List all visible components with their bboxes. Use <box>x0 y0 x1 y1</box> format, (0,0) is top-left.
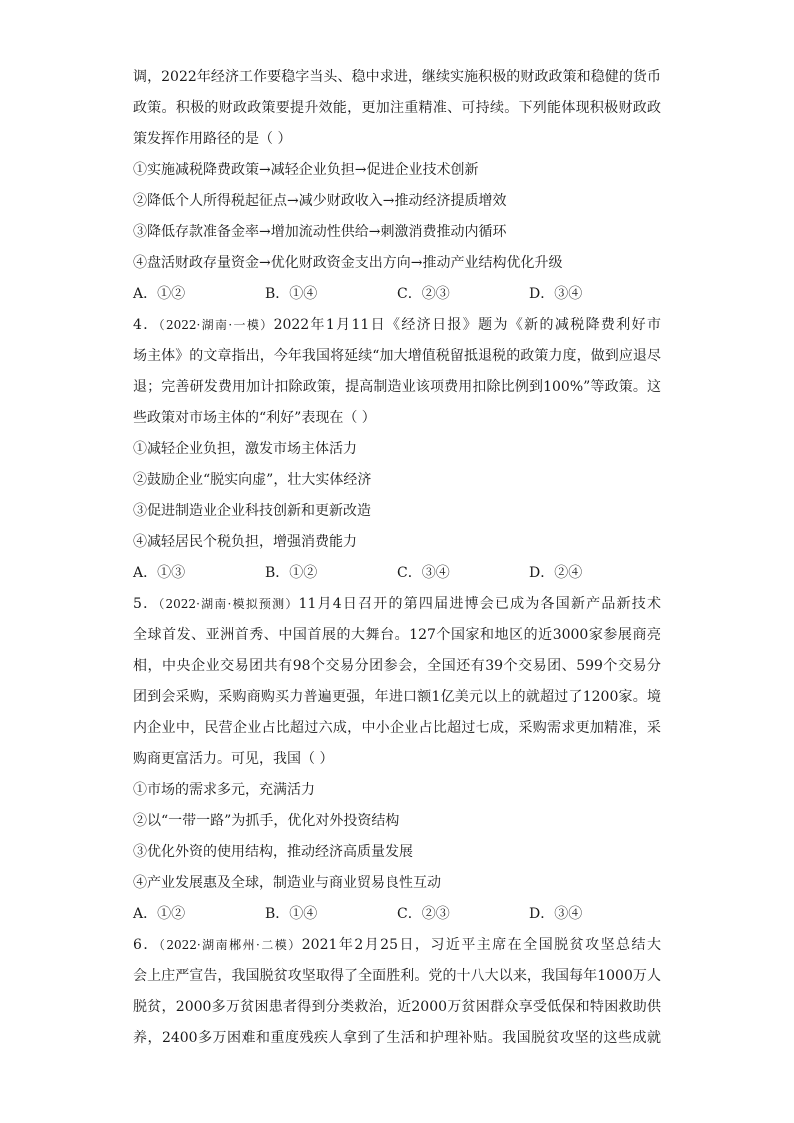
question-number: 6． <box>133 937 159 953</box>
question-stem-line: 些政策对市场主体的“利好”表现在（ ） <box>133 410 376 426</box>
question-stem-line: 团到会采购，采购商购买力普遍更强，年进口额1亿美元以上的就超过了1200家。境 <box>133 689 661 705</box>
answer-options <box>133 279 661 310</box>
question-stem-line: 退；完善研发费用加计扣除政策，提高制造业该项费用扣除比例到100%”等政策。这 <box>133 379 661 395</box>
question-stem-line: 会上庄严宣告，我国脱贫攻坚取得了全面胜利。党的十八大以来，我国每年1000万人 <box>133 968 661 984</box>
question-number: 4． <box>133 317 159 333</box>
question-stem-line: 购商更富活力。可见，我国（ ） <box>133 751 334 767</box>
option-d[interactable]: D．③④ <box>529 286 583 302</box>
statement-item: ②鼓励企业“脱实向虚”，壮大实体经济 <box>133 472 372 488</box>
statement-item: ③降低存款准备金率→增加流动性供给→刺激消费推动内循环 <box>133 224 507 240</box>
option-c[interactable]: C．②③ <box>397 906 450 922</box>
statement-item: ①市场的需求多元，充满活力 <box>133 782 315 798</box>
statement-item: ③促进制造业企业科技创新和更新改造 <box>133 503 371 519</box>
option-c[interactable]: C．②③ <box>397 286 450 302</box>
statement-item: ④产业发展惠及全球，制造业与商业贸易良性互动 <box>133 875 441 891</box>
option-b[interactable]: B．①④ <box>265 286 318 302</box>
question-stem-start: 2021年2月25日，习近平主席在全国脱贫攻坚总结大 <box>301 937 661 953</box>
question-4 <box>133 310 661 589</box>
question-stem-line: 策发挥作用路径的是（ ） <box>133 131 292 147</box>
question-source: （2022·湖南·模拟预测） <box>158 597 299 611</box>
question-stem-line: 场主体》的文章指出，今年我国将延续“加大增值税留抵退税的政策力度，做到应退尽 <box>133 348 661 364</box>
option-d[interactable]: D．③④ <box>529 906 583 922</box>
question-stem-line: 养，2400多万困难和重度残疾人拿到了生活和护理补贴。我国脱贫攻坚的这些成就 <box>133 1030 661 1046</box>
question-first-line <box>133 589 661 620</box>
page-content <box>133 62 661 1054</box>
option-c[interactable]: C．③④ <box>397 565 450 581</box>
option-a[interactable]: A．①③ <box>133 565 186 581</box>
option-d[interactable]: D．②④ <box>529 565 583 581</box>
statement-item: ①减轻企业负担，激发市场主体活力 <box>133 441 357 457</box>
question-3 <box>133 62 661 310</box>
question-stem-line: 调，2022年经济工作要稳字当头、稳中求进，继续实施积极的财政政策和稳健的货币 <box>133 69 661 85</box>
question-6 <box>133 930 661 1054</box>
option-a[interactable]: A．①② <box>133 906 186 922</box>
question-stem-line: 相，中央企业交易团共有98个交易分团参会，全国还有39个交易团、599个交易分 <box>133 658 661 674</box>
question-first-line <box>133 930 661 961</box>
option-b[interactable]: B．①② <box>265 565 318 581</box>
question-source: （2022·湖南郴州·二模） <box>158 938 302 952</box>
question-stem-start: 11月4日召开的第四届进博会已成为各国新产品新技术 <box>298 596 661 612</box>
question-stem-line: 脱贫，2000多万贫困患者得到分类救治，近2000万贫困群众享受低保和特困救助供 <box>133 999 661 1015</box>
statement-item: ②以“一带一路”为抓手，优化对外投资结构 <box>133 813 400 829</box>
statement-item: ①实施减税降费政策→减轻企业负担→促进企业技术创新 <box>133 162 479 178</box>
option-b[interactable]: B．①④ <box>265 906 318 922</box>
statement-item: ②降低个人所得税起征点→减少财政收入→推动经济提质增效 <box>133 193 507 209</box>
option-a[interactable]: A．①② <box>133 286 186 302</box>
question-stem-line: 全球首发、亚洲首秀、中国首展的大舞台。127个国家和地区的近3000家参展商亮 <box>133 627 661 643</box>
question-stem-start: 2022年1月11日《经济日报》题为《新的减税降费利好市 <box>273 317 661 333</box>
question-5 <box>133 589 661 930</box>
answer-options <box>133 899 661 930</box>
question-first-line <box>133 310 661 341</box>
answer-options <box>133 558 661 589</box>
question-number: 5． <box>133 596 159 612</box>
question-source: （2022·湖南·一模） <box>158 318 274 332</box>
question-stem-line: 政策。积极的财政政策要提升效能，更加注重精准、可持续。下列能体现积极财政政 <box>133 100 661 116</box>
statement-item: ③优化外资的使用结构，推动经济高质量发展 <box>133 844 413 860</box>
question-stem-line: 内企业中，民营企业占比超过六成，中小企业占比超过七成，采购需求更加精准，采 <box>133 720 661 736</box>
statement-item: ④减轻居民个税负担，增强消费能力 <box>133 534 357 550</box>
statement-item: ④盘活财政存量资金→优化财政资金支出方向→推动产业结构优化升级 <box>133 255 563 271</box>
